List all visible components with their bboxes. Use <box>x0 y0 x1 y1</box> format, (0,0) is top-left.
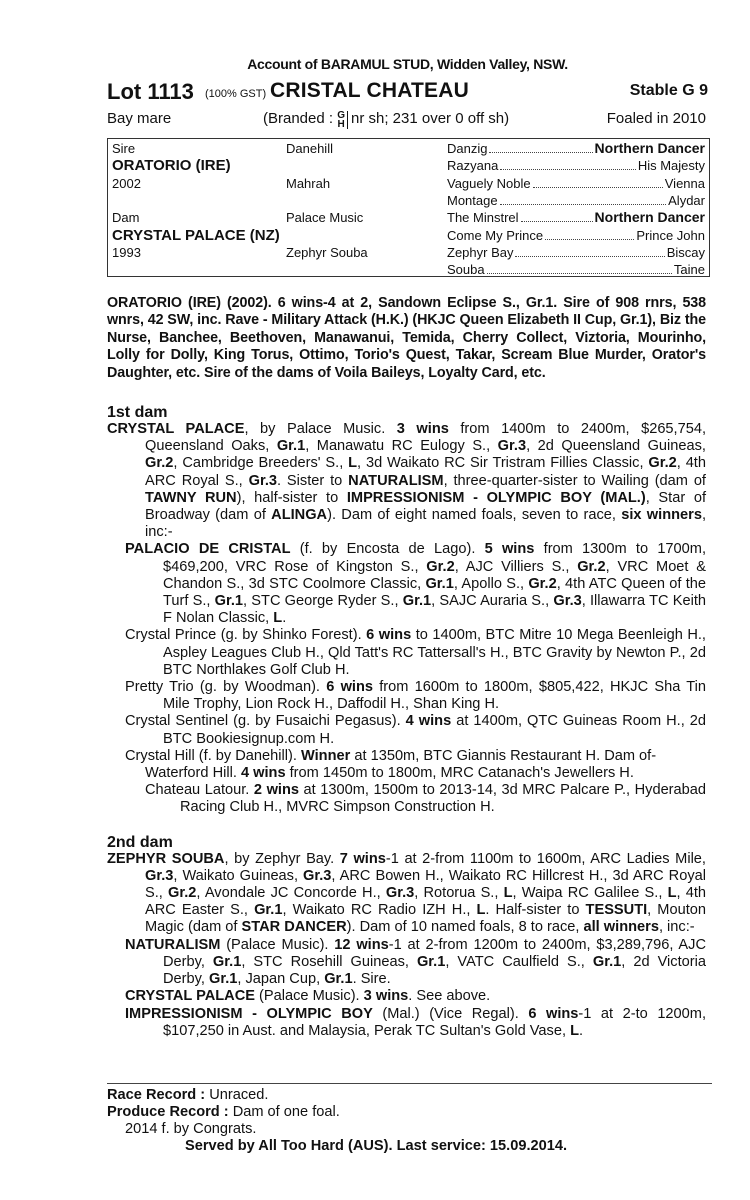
progeny-entry <box>125 1006 706 1040</box>
dot-leader <box>521 209 593 222</box>
bold-text-run: Gr.1 <box>324 971 353 988</box>
bold-text-run: Gr.1 <box>416 953 446 970</box>
text-run: , 4th ATC Queen of the Turf S., <box>163 575 706 610</box>
dot-leader <box>545 227 634 240</box>
text-run: . See above. <box>408 988 491 1005</box>
bold-text-run: TESSUTI <box>585 902 648 919</box>
text-run: at 1350m, BTC Giannis Restaurant H. Dam of- <box>350 747 657 764</box>
race-record-label: Race Record : <box>107 1087 206 1103</box>
text-run: . Sister to <box>277 472 349 489</box>
great-grandparent-left: Razyana <box>447 158 499 174</box>
text-run: , 4th ARC Easter S., <box>145 885 706 919</box>
foal-2014: 2014 f. by Congrats. <box>125 1121 257 1137</box>
text-run: , Cambridge Breeders' S., <box>173 455 349 472</box>
dam-year: 1993 <box>112 244 141 260</box>
bold-text-run: ALINGA <box>271 507 328 524</box>
bold-text-run: Gr.3 <box>497 438 527 455</box>
bold-text-run: NATURALISM <box>348 472 444 489</box>
sire-dam: Mahrah <box>286 175 331 191</box>
first-dam-record <box>107 421 706 541</box>
bold-text-run: CRYSTAL PALACE <box>125 988 255 1005</box>
service-note: Served by All Too Hard (AUS). Last service: 15.09.2014. <box>185 1138 568 1154</box>
bold-text-run: 3 wins <box>363 988 409 1005</box>
bold-text-run: Gr.1 <box>208 971 238 988</box>
text-run: , Avondale JC Concorde H., <box>196 885 386 902</box>
bold-text-run: L <box>273 610 283 627</box>
text-run: , Apollo S., <box>453 575 529 592</box>
vendor-account: Account of BARAMUL STUD, Widden Valley, NSW. <box>247 56 568 72</box>
dam-dam: Zephyr Souba <box>286 244 368 260</box>
bold-text-run: 5 wins <box>484 541 535 558</box>
bold-text-run: Gr.1 <box>276 438 306 455</box>
great-grandparent-right: Biscay <box>666 244 705 260</box>
bold-text-run: 7 wins <box>339 850 386 867</box>
dot-leader <box>489 140 592 153</box>
family-section <box>107 404 706 1040</box>
bold-text-run: 3 wins <box>396 421 449 437</box>
bold-text-run: CRYSTAL PALACE <box>107 421 245 437</box>
grand-progeny-entry <box>145 782 706 816</box>
bold-text-run: Gr.3 <box>303 867 332 884</box>
sire-summary: ORATORIO (IRE) (2002). 6 wins-4 at 2, Sandown Eclipse S., Gr.1. Sire of 908 rnrs, 538 wnrs, 42 SW, inc. Rave - Military Attack (H.K.) (HKJC Queen Elizabeth II Cup, Gr.1), Biz the Nurse, Banchee, Beethoven, Manawanui, Temida, Cherry Collect, Viztoria, Mourinho, Lolly for Dolly, King Torus, Ottimo, Torio's Quest, Takar, Scream Blue Murder, Orator's Daughter, etc. Sire of the dams of Voila Baileys, Loyalty Card, etc. <box>107 295 706 381</box>
text-run: . <box>578 1022 584 1039</box>
text-run: ). Dam of eight named foals, seven to race, <box>327 507 622 524</box>
great-grandparent-pair <box>447 157 705 174</box>
text-run: , Mouton Magic (dam of <box>145 902 706 936</box>
text-run: , STC Rosehill Guineas, <box>241 953 417 970</box>
text-run: , VATC Caulfield S., <box>445 953 593 970</box>
text-run: (f. by Encosta de Lago). <box>290 541 485 558</box>
great-grandparent-pair <box>447 244 705 261</box>
text-run: Crystal Hill (f. by Danehill). <box>125 747 301 764</box>
bold-text-run: 12 wins <box>334 936 389 953</box>
produce-record <box>107 1104 706 1121</box>
lot-header <box>107 79 708 105</box>
text-run: from 1600m to 1800m, $805,422, HKJC Sha Tin Mile Trophy, Lion Rock H., Daffodil H., Shan King H. <box>163 679 707 713</box>
dam-label: Dam <box>112 210 140 226</box>
great-grandparent-pair <box>447 192 705 209</box>
text-run: , Manawatu RC Eulogy S., <box>305 438 498 455</box>
great-grandparent-pair <box>447 140 705 157</box>
text-run: , VRC Moet & Chandon S., 3d STC Coolmore Classic, <box>163 558 706 592</box>
bold-text-run: L <box>348 455 358 472</box>
bold-text-run: Gr.3 <box>248 472 277 489</box>
text-run: , SAJC Auraria S., <box>431 593 554 610</box>
dot-leader <box>500 157 636 170</box>
great-grandparent-left: The Minstrel <box>447 210 519 226</box>
great-grandparent-pair <box>447 227 705 244</box>
dot-leader <box>533 175 663 188</box>
text-run: -1 at 2-from 1200m to 2400m, $3,289,796, AJC Derby, <box>163 936 706 970</box>
great-grandparent-left: Come My Prince <box>447 227 544 243</box>
text-run: , Waikato RC Radio IZH H., <box>282 902 477 919</box>
bold-text-run: Gr.2 <box>426 558 455 575</box>
progeny-entry <box>125 748 706 765</box>
bold-text-run: Gr.1 <box>254 902 283 919</box>
progeny-entry <box>125 713 706 747</box>
text-run: . Sire. <box>352 971 391 988</box>
bold-text-run: Gr.1 <box>592 953 622 970</box>
second-dam-record <box>107 851 706 937</box>
bold-text-run: ZEPHYR SOUBA <box>107 850 225 867</box>
text-run: , inc:- <box>145 507 706 541</box>
dam-sire: Palace Music <box>286 210 364 226</box>
bold-text-run: 4 wins <box>405 713 452 730</box>
great-grandparent-right: Vienna <box>664 175 705 191</box>
text-run: from 1400m to 2400m, $265,754, Queensland Oaks, <box>145 421 707 455</box>
bold-text-run: L <box>667 885 677 902</box>
text-run: at 1300m, 1500m to 2013-14, 3d MRC Palcare P., Hyderabad Racing Club H., MVRC Simpson Construction H. <box>180 782 707 816</box>
divider <box>107 1083 712 1084</box>
text-run: , Waipa RC Galilee S., <box>512 885 668 902</box>
text-run: ), half-sister to <box>236 489 347 506</box>
bold-text-run: all winners <box>583 919 659 936</box>
progeny-entry <box>125 937 706 989</box>
horse-name: CRISTAL CHATEAU <box>270 79 469 102</box>
dot-leader <box>515 244 664 257</box>
dam-name: CRYSTAL PALACE (NZ) <box>112 226 280 244</box>
text-run: from 1300m to 1700m, $469,200, VRC Rose of Kingston S., <box>163 541 706 575</box>
text-run: , three-quarter-sister to Wailing (dam of <box>443 472 706 489</box>
horse-details <box>107 110 706 130</box>
text-run: ). Dam of 10 named foals, 8 to race, <box>346 919 584 936</box>
great-grandparent-left: Souba <box>447 262 485 278</box>
bold-text-run: 2 wins <box>253 782 300 799</box>
grand-progeny-entry <box>145 765 706 782</box>
text-run: to 1400m, BTC Mitre 10 Mega Beenleigh H., Aspley Leagues Club H., Qld Tatt's RC Tattersall's H., BTC Gravity by Newton P., 2d BTC Northlakes Golf Club H. <box>163 627 706 678</box>
bold-text-run: Gr.2 <box>577 558 606 575</box>
progeny-entry <box>125 988 706 1005</box>
second-dam-heading: 2nd dam <box>107 833 173 851</box>
produce-record-label: Produce Record : <box>107 1104 229 1120</box>
race-record-value: Unraced. <box>205 1087 269 1103</box>
sire-name: ORATORIO (IRE) <box>112 157 231 175</box>
bold-text-run: PALACIO DE CRISTAL <box>125 541 291 558</box>
bold-text-run: six winners <box>621 507 702 524</box>
race-record <box>107 1087 706 1104</box>
text-run: , STC George Ryder S., <box>243 593 403 610</box>
bold-text-run: NATURALISM <box>125 936 221 953</box>
text-run: , Rotorua S., <box>414 885 504 902</box>
bold-text-run: L <box>570 1022 579 1039</box>
text-run: , Waikato Guineas, <box>173 867 304 884</box>
gst-note: (100% GST) <box>205 88 267 100</box>
progeny-entry <box>125 679 706 713</box>
bold-text-run: Gr.1 <box>214 593 244 610</box>
great-grandparent-pair <box>447 175 705 192</box>
bold-text-run: IMPRESSIONISM - OLYMPIC BOY <box>125 1005 373 1022</box>
text-run: (Palace Music). <box>220 936 335 953</box>
text-run: -1 at 2-to 1200m, $107,250 in Aust. and Malaysia, Perak TC Sultan's Gold Vase, <box>163 1005 706 1039</box>
great-grandparent-right: His Majesty <box>637 158 705 174</box>
great-grandparent-right: Northern Dancer <box>594 209 705 226</box>
text-run: at 1400m, QTC Guineas Room H., 2d BTC Bookiesignup.com H. <box>163 713 707 747</box>
bold-text-run: 6 wins <box>366 627 412 644</box>
text-run: , AJC Villiers S., <box>454 558 578 575</box>
bold-text-run: Gr.3 <box>385 885 415 902</box>
text-run: Crystal Sentinel (g. by Fusaichi Pegasus). <box>125 713 406 730</box>
great-grandparent-pair <box>447 261 705 278</box>
great-grandparent-left: Danzig <box>447 141 488 156</box>
great-grandparent-pair <box>447 209 705 226</box>
bold-text-run: L <box>503 885 513 902</box>
text-run: , 2d Victoria Derby, <box>163 953 706 988</box>
text-run: (Mal.) (Vice Regal). <box>372 1005 529 1022</box>
bold-text-run: Gr.2 <box>145 455 174 472</box>
produce-record-value: Dam of one foal. <box>228 1104 340 1120</box>
pedigree-table <box>107 138 710 277</box>
bold-text-run: IMPRESSIONISM - OLYMPIC BOY (MAL.) <box>346 489 646 506</box>
progeny-entry <box>125 541 706 627</box>
great-grandparent-right: Prince John <box>636 227 705 243</box>
bold-text-run: 6 wins <box>326 679 374 696</box>
first-dam-heading: 1st dam <box>107 404 168 421</box>
sire-label: Sire <box>112 141 136 156</box>
bold-text-run: STAR DANCER <box>241 919 347 936</box>
text-run: , 2d Queensland Guineas, <box>526 438 706 455</box>
bold-text-run: 4 wins <box>240 765 286 782</box>
colour-sex: Bay mare <box>107 110 172 127</box>
dot-leader <box>500 192 667 205</box>
lot-number: Lot 1113 <box>107 79 194 104</box>
records-section <box>107 1087 706 1155</box>
stable-location: Stable G 9 <box>629 82 708 99</box>
text-run: , inc:- <box>658 919 695 936</box>
brand-suffix: nr sh; 231 over 0 off sh) <box>351 110 510 127</box>
text-run: , 3d Waikato RC Sir Tristram Fillies Classic, <box>357 455 649 472</box>
bold-text-run: L <box>476 902 486 919</box>
sire-sire: Danehill <box>286 141 333 156</box>
progeny-entry <box>125 627 706 679</box>
text-run: Crystal Prince (g. by Shinko Forest). <box>125 627 367 644</box>
foaled-year: Foaled in 2010 <box>606 110 706 127</box>
bold-text-run: Gr.1 <box>402 593 432 610</box>
text-run: , 4th ARC Royal S., <box>145 455 706 489</box>
bold-text-run: Gr.2 <box>648 455 677 472</box>
text-run: from 1450m to 1800m, MRC Catanach's Jewellers H. <box>285 765 634 782</box>
brand-top: G <box>337 110 345 121</box>
bold-text-run: Winner <box>300 747 351 764</box>
bold-text-run: Gr.3 <box>553 593 582 610</box>
text-run: , by Zephyr Bay. <box>224 850 340 867</box>
great-grandparent-left: Montage <box>447 192 498 208</box>
text-run: , Japan Cup, <box>237 971 325 988</box>
brand-prefix: (Branded : <box>263 110 334 127</box>
great-grandparent-right: Alydar <box>668 192 705 208</box>
sire-year: 2002 <box>112 175 141 191</box>
text-run: . Half-sister to <box>485 902 586 919</box>
great-grandparent-left: Vaguely Noble <box>447 175 531 191</box>
text-run: , Illawarra TC Keith F Nolan Classic, <box>163 593 706 627</box>
great-grandparent-left: Zephyr Bay <box>447 244 514 260</box>
bold-text-run: Gr.1 <box>212 953 242 970</box>
text-run: (Palace Music). <box>255 988 364 1005</box>
text-run: Pretty Trio (g. by Woodman). <box>125 679 327 696</box>
brand-info <box>263 110 509 129</box>
brand-mark <box>337 111 348 129</box>
bold-text-run: TAWNY RUN <box>145 489 237 506</box>
text-run: Chateau Latour. <box>145 782 254 799</box>
bold-text-run: Gr.2 <box>168 885 197 902</box>
bold-text-run: Gr.2 <box>528 575 557 592</box>
dot-leader <box>487 261 672 274</box>
bold-text-run: 6 wins <box>528 1005 579 1022</box>
text-run: , Star of Broadway (dam of <box>145 489 706 524</box>
text-run: -1 at 2-from 1100m to 1600m, ARC Ladies Mile, <box>385 850 706 867</box>
great-grandparent-right: Northern Dancer <box>594 140 705 156</box>
text-run: , ARC Bowen H., Waikato RC Hillcrest H., 3d ARC Royal S., <box>145 867 706 902</box>
text-run: Waterford Hill. <box>145 765 241 782</box>
bold-text-run: Gr.3 <box>145 867 174 884</box>
brand-bottom: H <box>337 119 345 130</box>
bold-text-run: Gr.1 <box>425 575 454 592</box>
text-run: . <box>282 610 287 627</box>
text-run: , by Palace Music. <box>244 421 397 437</box>
great-grandparent-right: Taine <box>673 262 705 278</box>
